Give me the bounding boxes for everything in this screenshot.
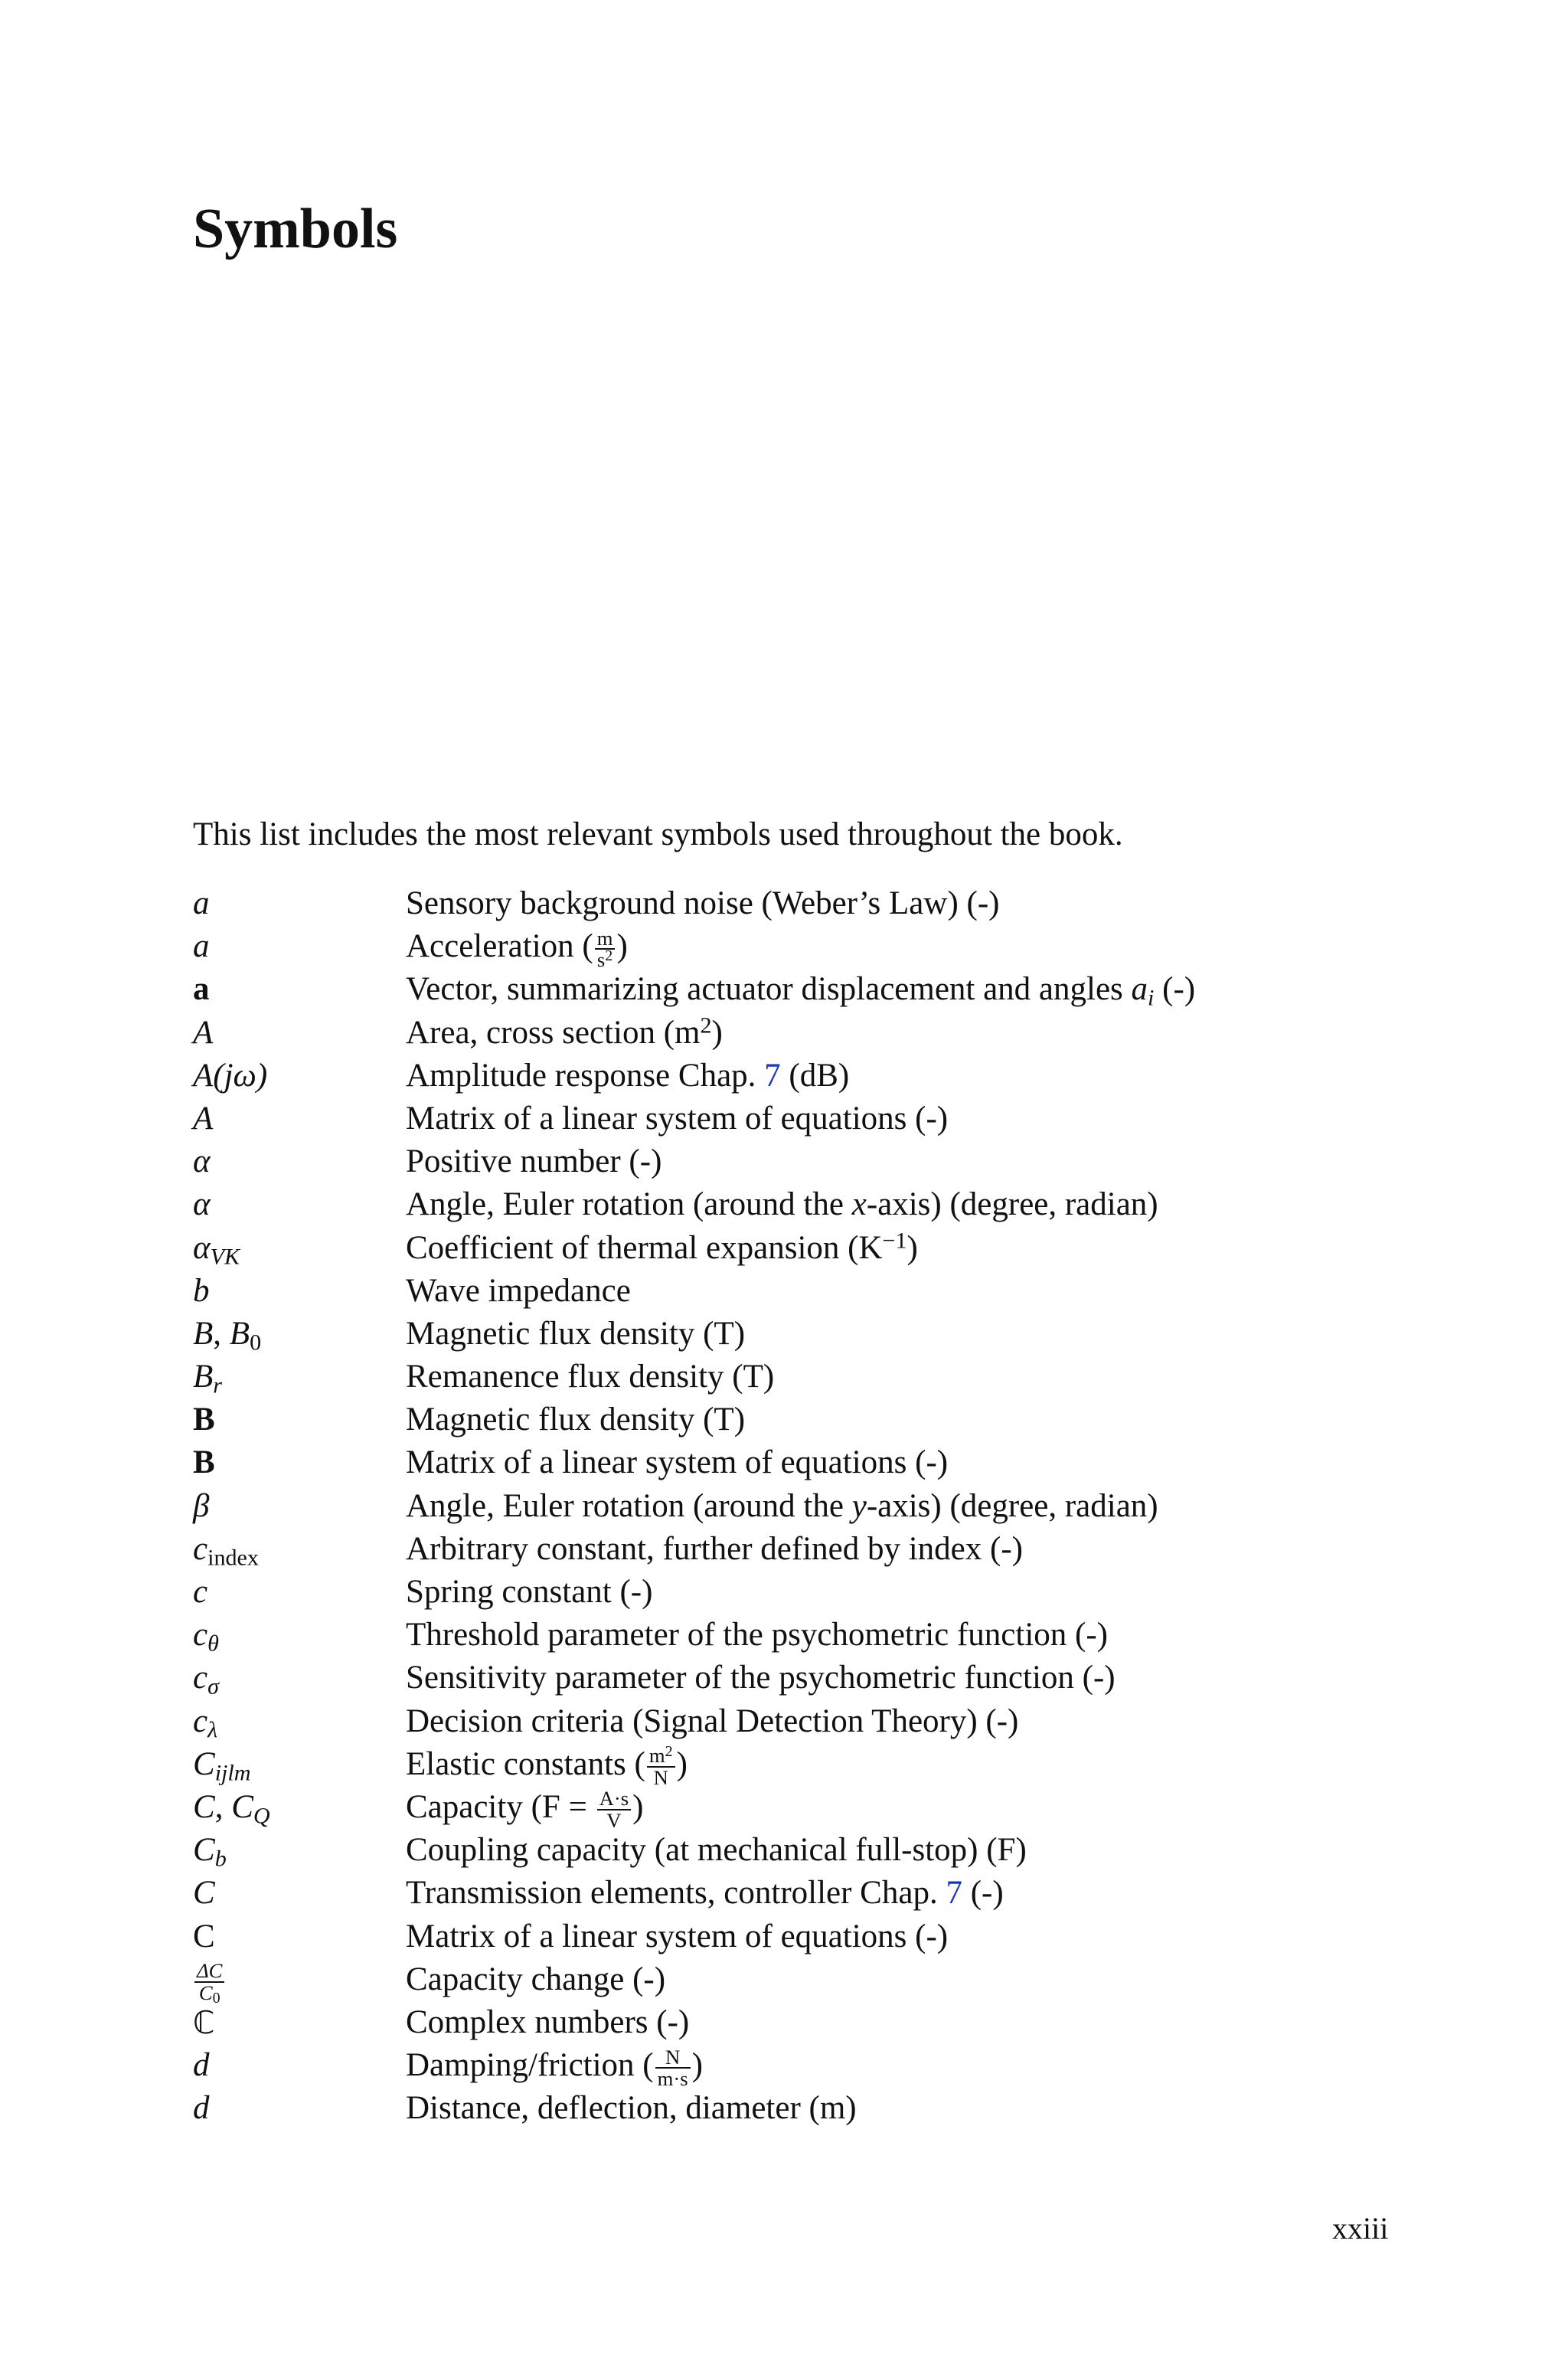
chapter-link[interactable]: 7 bbox=[946, 1875, 962, 1912]
symbol: C bbox=[193, 1918, 215, 1954]
symbol: $C_{ijlm}$ bbox=[193, 1745, 251, 1786]
symbol-row bbox=[193, 1398, 1387, 1441]
symbol-row bbox=[193, 1313, 1387, 1356]
symbol-description: Coefficient of thermal expansion $(K^{-1})$ bbox=[406, 1226, 918, 1266]
symbol: a bbox=[193, 885, 210, 921]
symbol: $c_\lambda$ bbox=[193, 1703, 218, 1743]
symbol-row bbox=[193, 882, 1387, 925]
symbol-description: Sensory background noise (Weber’s Law) (-) bbox=[406, 885, 1000, 921]
page-number: xxiii bbox=[1332, 2211, 1389, 2246]
symbol-description: Matrix of a linear system of equations (-) bbox=[406, 1918, 949, 1954]
symbol-description: Remanence flux density (T) bbox=[406, 1359, 775, 1395]
chapter-link[interactable]: 7 bbox=[764, 1057, 781, 1094]
symbol-row bbox=[193, 1441, 1387, 1484]
symbol: $c_\theta$ bbox=[193, 1617, 219, 1657]
symbol-description: Matrix of a linear system of equations (-) bbox=[406, 1444, 949, 1481]
symbol-row bbox=[193, 1012, 1387, 1055]
symbol-row bbox=[193, 1270, 1387, 1313]
symbol-description: Capacity (F = $\frac{A\cdot s}{V}$ ) bbox=[406, 1787, 644, 1833]
unit-fraction: $\frac{m^2}{N}$ bbox=[647, 1745, 675, 1788]
symbol: A bbox=[193, 1100, 214, 1137]
symbol-description: Decision criteria (Signal Detection Theory) (-) bbox=[406, 1703, 1019, 1739]
symbol-description: Acceleration ( $\frac{m}{s^2}$ ) bbox=[406, 926, 628, 972]
symbol-row bbox=[193, 1571, 1387, 1614]
symbol-description: Wave impedance bbox=[406, 1272, 631, 1309]
symbol: b bbox=[193, 1272, 210, 1309]
page-title: Symbols bbox=[193, 198, 398, 260]
symbol: α bbox=[193, 1186, 211, 1223]
symbol-row bbox=[193, 1227, 1387, 1270]
unit-fraction: $\frac{N}{m\cdot s}$ bbox=[655, 2047, 691, 2089]
symbol: ℂ bbox=[193, 2003, 215, 2041]
symbol: $\alpha_{VK}$ bbox=[193, 1229, 240, 1270]
symbol-row bbox=[193, 2087, 1387, 2130]
symbol-description: Transmission elements, controller Chap. 7 (-) bbox=[406, 1875, 1004, 1912]
symbol-row bbox=[193, 1528, 1387, 1571]
unit-fraction: $\frac{A\cdot s}{V}$ bbox=[597, 1788, 632, 1830]
symbol: c bbox=[193, 1574, 208, 1610]
symbol-description: Matrix of a linear system of equations (-) bbox=[406, 1100, 949, 1137]
symbol: C bbox=[193, 1875, 215, 1912]
symbol: $B_r$ bbox=[193, 1359, 222, 1398]
symbol-description: Area, cross section $(m^2)$ bbox=[406, 1012, 723, 1051]
symbol: a bbox=[193, 971, 210, 1008]
symbol-description: Angle, Euler rotation (around the y-axis) (degree, radian) bbox=[406, 1487, 1158, 1524]
symbol-row bbox=[193, 1614, 1387, 1657]
symbol-row bbox=[193, 1356, 1387, 1398]
symbol: α bbox=[193, 1143, 211, 1180]
symbol-description: Capacity change (-) bbox=[406, 1961, 666, 1997]
symbol: a bbox=[193, 928, 210, 965]
symbol-description: Elastic constants ( $\frac{m^2}{N}$ ) bbox=[406, 1743, 688, 1789]
symbol-row bbox=[193, 1700, 1387, 1743]
symbol-description: Angle, Euler rotation (around the x-axis) (degree, radian) bbox=[406, 1186, 1158, 1223]
symbol-row bbox=[193, 2001, 1387, 2044]
symbol-row bbox=[193, 1657, 1387, 1699]
symbol: C, $C_Q$ bbox=[193, 1788, 270, 1829]
symbol-description: Amplitude response Chap. 7 (dB) bbox=[406, 1057, 850, 1094]
symbol-description: Spring constant (-) bbox=[406, 1574, 653, 1610]
symbol-description: Complex numbers (-) bbox=[406, 2003, 690, 2040]
symbol-row bbox=[193, 1485, 1387, 1528]
symbol-row bbox=[193, 2044, 1387, 2091]
symbol bbox=[193, 1958, 400, 2007]
symbol: B, $B_0$ bbox=[193, 1315, 262, 1356]
symbol: $c_{index}$ bbox=[193, 1530, 259, 1571]
symbol-row bbox=[193, 1183, 1387, 1226]
symbol: β bbox=[193, 1487, 210, 1524]
symbol: $C_b$ bbox=[193, 1832, 227, 1872]
symbol: $c_\sigma$ bbox=[193, 1660, 219, 1699]
symbol-description: Magnetic flux density (T) bbox=[406, 1402, 746, 1438]
intro-text: This list includes the most relevant symbols used throughout the book. bbox=[193, 816, 1123, 852]
symbol-row bbox=[193, 1872, 1387, 1915]
symbol: B bbox=[193, 1444, 215, 1481]
symbol-description: Sensitivity parameter of the psychometric function (-) bbox=[406, 1660, 1116, 1696]
unit-fraction: $\frac{m}{s^2}$ bbox=[595, 928, 616, 970]
symbol-row bbox=[193, 1829, 1387, 1872]
symbol: A(jω) bbox=[193, 1057, 268, 1094]
symbol: B bbox=[193, 1402, 215, 1438]
symbol-row bbox=[193, 968, 1387, 1011]
symbol: d bbox=[193, 2047, 210, 2084]
symbol-row bbox=[193, 1097, 1387, 1140]
symbol-row bbox=[193, 925, 1387, 972]
symbol-description: Vector, summarizing actuator displacement and angles $a_i$ (-) bbox=[406, 971, 1196, 1011]
symbol-list bbox=[193, 882, 1387, 2130]
symbol-row bbox=[193, 1786, 1387, 1833]
symbol-description: Positive number (-) bbox=[406, 1143, 662, 1180]
symbol-description: Distance, deflection, diameter (m) bbox=[406, 2090, 857, 2127]
symbol-row bbox=[193, 1958, 1387, 2007]
symbol-fraction: $\frac{\Delta C}{C0}$ bbox=[194, 1961, 224, 2003]
symbol: d bbox=[193, 2090, 210, 2127]
symbol-row bbox=[193, 1743, 1387, 1789]
symbol-row bbox=[193, 1055, 1387, 1097]
symbol-row bbox=[193, 1915, 1387, 1958]
symbol-description: Coupling capacity (at mechanical full-stop) (F) bbox=[406, 1832, 1027, 1869]
symbol-description: Arbitrary constant, further defined by index (-) bbox=[406, 1530, 1023, 1567]
symbol-description: Magnetic flux density (T) bbox=[406, 1315, 746, 1352]
symbol-description: Threshold parameter of the psychometric function (-) bbox=[406, 1617, 1108, 1653]
symbol: A bbox=[193, 1014, 214, 1051]
symbol-description: Damping/friction ( $\frac{N}{m\cdot s}$ ) bbox=[406, 2045, 703, 2091]
symbol-row bbox=[193, 1140, 1387, 1183]
